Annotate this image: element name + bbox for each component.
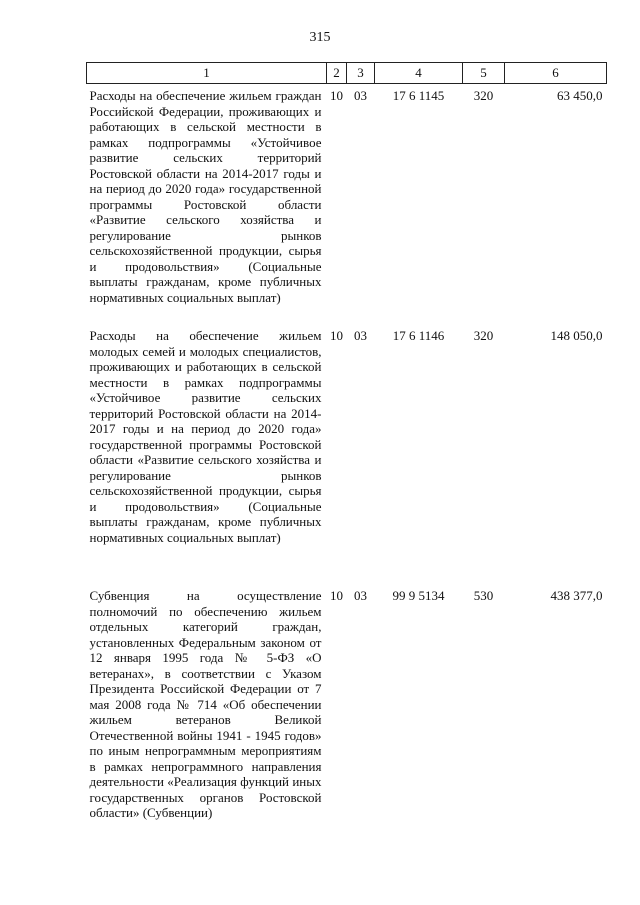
row-amount: 63 450,0 bbox=[557, 88, 603, 103]
row-target-code: 99 9 5134 bbox=[392, 588, 445, 603]
row-expense-type: 530 bbox=[473, 588, 494, 603]
row-section: 10 bbox=[330, 588, 343, 603]
row-amount: 438 377,0 bbox=[550, 588, 603, 603]
row-description: Расходы на обеспечение жильем граждан Российской Федерации, проживающих и работающих в сельской местности в рамках подпрограммы «Устойчивое развитие сельских территорий Ростовской области на 2014-2017 годы и на период до 2020 года» государственной программы Ростовской области «Развитие сельского хозяйства и регулирование рынков сельскохозяйственной продукции, сырья и продовольствия» (Социальные выплаты гражданам, кроме публичных нормативных социальных выплат) bbox=[89, 88, 322, 305]
row-subsection: 03 bbox=[354, 88, 367, 103]
row-section: 10 bbox=[330, 88, 343, 103]
header-col-2: 2 bbox=[327, 63, 347, 84]
row-subsection: 03 bbox=[354, 588, 367, 603]
row-subsection: 03 bbox=[354, 328, 367, 343]
header-col-5: 5 bbox=[463, 63, 505, 84]
page-number: 315 bbox=[309, 30, 331, 45]
table-row bbox=[87, 584, 607, 821]
row-description: Субвенция на осуществление полномочий по обеспечению жильем отдельных категорий граждан, установленных Федеральным законом от 12 января 1995 года № 5-ФЗ «О ветеранах», в соответствии с Указом Президента Российской Федерации от 7 мая 2008 года № 714 «Об обеспечении жильем ветеранов Великой Отечественной войны 1941 - 1945 годов» по иным непрограммным мероприятиям в рамках непрограммного направления деятельности «Реализация функций иных государственных органов Ростовской области» (Субвенции) bbox=[89, 588, 322, 820]
row-target-code: 17 6 1146 bbox=[392, 328, 445, 343]
row-description: Расходы на обеспечение жильем молодых семей и молодых специалистов, проживающих и работающих в сельской местности в рамках подпрограммы «Устойчивое развитие сельских территорий Ростовской области на 2014-2017 годы и на период до 2020 года» государственной программы Ростовской области «Развитие сельского хозяйства и регулирование рынков сельскохозяйственной продукции, сырья и продовольствия» (Социальные выплаты гражданам, кроме публичных нормативных социальных выплат) bbox=[89, 328, 322, 545]
table-row bbox=[87, 324, 607, 584]
row-expense-type: 320 bbox=[473, 88, 494, 103]
header-col-1: 1 bbox=[87, 63, 327, 84]
header-col-3: 3 bbox=[347, 63, 375, 84]
row-amount: 148 050,0 bbox=[550, 328, 603, 343]
budget-table bbox=[86, 62, 607, 821]
header-col-6: 6 bbox=[505, 63, 607, 84]
table-row bbox=[87, 84, 607, 325]
header-col-4: 4 bbox=[375, 63, 463, 84]
row-section: 10 bbox=[330, 328, 343, 343]
table-header-row bbox=[87, 63, 607, 84]
row-expense-type: 320 bbox=[473, 328, 494, 343]
row-target-code: 17 6 1145 bbox=[392, 88, 445, 103]
